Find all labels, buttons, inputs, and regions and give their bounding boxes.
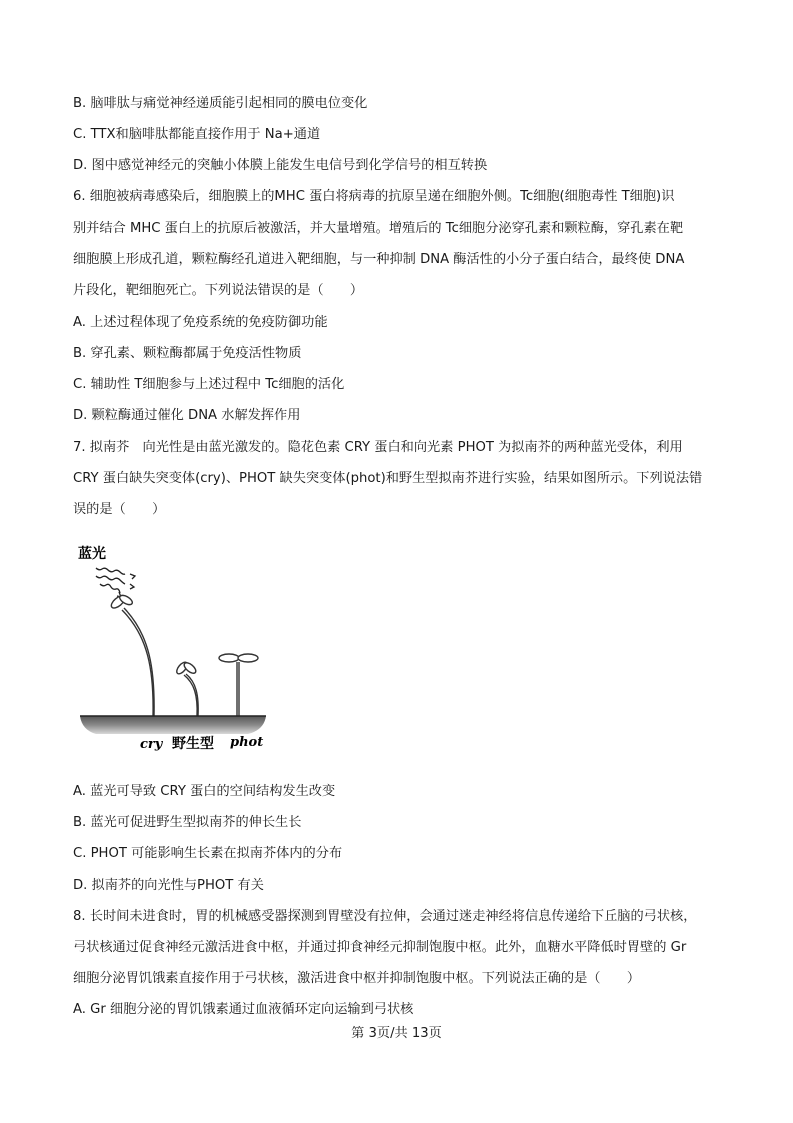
q6-stem-line: 细胞膜上形成孔道，颗粒酶经孔道进入靶细胞，与一种抑制 DNA 酶活性的小分子蛋白结合，最终使 DNA bbox=[73, 252, 685, 267]
wildtype-label: 野生型 bbox=[172, 736, 214, 752]
q6-option-d: D. 颗粒酶通过催化 DNA 水解发挥作用 bbox=[73, 408, 301, 423]
page-footer: 第 3页/共 13页 bbox=[351, 1026, 442, 1041]
q5-option-b: B. 脑啡肽与痛觉神经递质能引起相同的膜电位变化 bbox=[73, 96, 368, 111]
q8-option-a: A. Gr 细胞分泌的胃饥饿素通过血液循环定向运输到弓状核 bbox=[73, 1002, 414, 1017]
light-arrows-icon bbox=[96, 568, 135, 597]
q6-stem-line: 片段化，靶细胞死亡。下列说法错误的是（ ） bbox=[73, 283, 364, 298]
q7-option-a: A. 蓝光可导致 CRY 蛋白的空间结构发生改变 bbox=[73, 784, 336, 799]
plant-phototropism-illustration bbox=[78, 540, 308, 755]
wildtype-seedling bbox=[175, 660, 198, 716]
q7-option-c: C. PHOT 可能影响生长素在拟南芥体内的分布 bbox=[73, 846, 343, 861]
q8-stem-line: 8. 长时间未进食时，胃的机械感受器探测到胃壁没有拉伸，会通过迷走神经将信息传递给下丘脑的弓状核， bbox=[73, 909, 697, 924]
phot-label: phot bbox=[230, 735, 264, 750]
q7-option-d: D. 拟南芥的向光性与PHOT 有关 bbox=[73, 878, 264, 893]
q7-plant-figure bbox=[78, 540, 308, 755]
q7-stem-line: 7. 拟南芥 向光性是由蓝光激发的。隐花色素 CRY 蛋白和向光素 PHOT 为拟南芥的两种蓝光受体，利用 bbox=[73, 440, 683, 455]
q8-stem-line: 弓状核通过促食神经元激活进食中枢，并通过抑食神经元抑制饱腹中枢。此外，血糖水平降低时胃壁的 Gr bbox=[73, 940, 687, 955]
q7-stem-line: 误的是（ ） bbox=[73, 502, 166, 517]
q6-stem-line: 6. 细胞被病毒感染后，细胞膜上的MHC 蛋白将病毒的抗原呈递在细胞外侧。Tc细胞(细胞毒性 T细胞)识 bbox=[73, 189, 675, 204]
q5-option-d: D. 图中感觉神经元的突触小体膜上能发生电信号到化学信号的相互转换 bbox=[73, 158, 488, 173]
q5-option-c: C. TTX和脑啡肽都能直接作用于 Na+通道 bbox=[73, 127, 321, 142]
cry-label: cry bbox=[140, 737, 163, 752]
cry-seedling bbox=[109, 593, 154, 716]
q6-option-a: A. 上述过程体现了免疫系统的免疫防御功能 bbox=[73, 315, 328, 330]
phot-seedling bbox=[219, 654, 258, 716]
q8-stem-line: 细胞分泌胃饥饿素直接作用于弓状核，激活进食中枢并抑制饱腹中枢。下列说法正确的是（ ） bbox=[73, 971, 641, 986]
q6-option-b: B. 穿孔素、颗粒酶都属于免疫活性物质 bbox=[73, 346, 302, 361]
q6-stem-line: 别并结合 MHC 蛋白上的抗原后被激活，并大量增殖。增殖后的 Tc细胞分泌穿孔素和颗粒酶，穿孔素在靶 bbox=[73, 221, 684, 236]
q7-option-b: B. 蓝光可促进野生型拟南芥的伸长生长 bbox=[73, 815, 302, 830]
blue-light-label: 蓝光 bbox=[78, 546, 106, 562]
q7-stem-line: CRY 蛋白缺失突变体(cry)、PHOT 缺失突变体(phot)和野生型拟南芥进行实验，结果如图所示。下列说法错 bbox=[73, 471, 703, 486]
q6-option-c: C. 辅助性 T细胞参与上述过程中 Tc细胞的活化 bbox=[73, 377, 345, 392]
soil-surface bbox=[80, 716, 266, 734]
